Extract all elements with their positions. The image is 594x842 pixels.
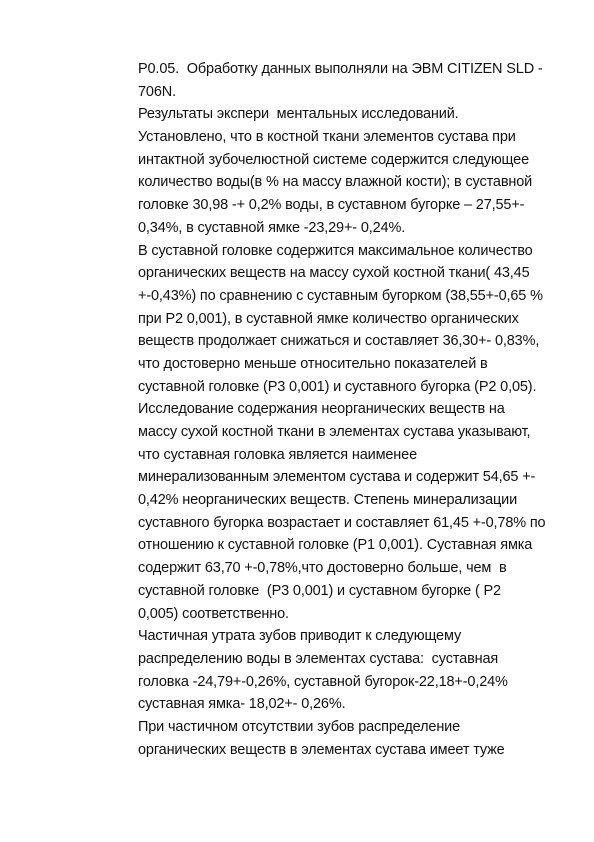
text-line: суставная ямка- 18,02+- 0,26%. (138, 696, 346, 713)
text-line: при Р2 0,001), в суставной ямке количество органических (138, 310, 519, 327)
text-line: В суставной головке содержится максимальное количество (138, 242, 533, 259)
text-line: органических веществ в элементах сустава имеет туже (138, 741, 505, 758)
text-line: Частичная утрата зубов приводит к следующему (138, 628, 462, 645)
text-line: головке 30,98 -+ 0,2% воды, в суставном бугорке – 27,55+- (138, 197, 525, 214)
text-line: распределению воды в элементах сустава: суставная (138, 650, 499, 667)
text-line: Результаты экспери ментальных исследований. (138, 106, 459, 123)
text-line: минерализованным элементом сустава и содержит 54,65 +- (138, 469, 536, 486)
body-text (138, 58, 568, 761)
text-line: содержит 63,70 +-0,78%,что достоверно больше, чем в (138, 560, 507, 577)
text-line: Исследование содержания неорганических веществ на (138, 401, 505, 418)
text-line: органических веществ на массу сухой костной ткани( 43,45 (138, 265, 530, 282)
text-line: суставной головке (Р3 0,001) и суставном бугорке ( Р2 (138, 582, 501, 599)
text-line: 0,005) соответственно. (138, 605, 289, 622)
text-line: 0,42% неорганических веществ. Степень минерализации (138, 492, 518, 509)
text-line: +-0,43%) по сравнению с суставным бугорком (38,55+-0,65 % (138, 287, 543, 304)
text-line: головка -24,79+-0,26%, суставной бугорок-22,18+-0,24% (138, 673, 508, 690)
text-line: Р0.05. Обработку данных выполняли на ЭВМ CITIZEN SLD - (138, 61, 543, 77)
text-line: При частичном отсутствии зубов распределение (138, 718, 461, 735)
text-line: что достоверно меньше относительно показателей в (138, 355, 488, 372)
text-line: суставной головке (Р3 0,001) и суставного бугорка (Р2 0,05). (138, 378, 537, 395)
text-line: отношению к суставной головке (Р1 0,001). Суставная ямка (138, 537, 533, 554)
text-line: интактной зубочелюстной системе содержится следующее (138, 151, 530, 168)
text-line: веществ продолжает снижаться и составляет 36,30+- 0,83%, (138, 333, 540, 350)
text-line: массу сухой костной ткани в элементах сустава указывают, (138, 424, 531, 440)
text-line: количество воды(в % на массу влажной кости); в суставной (138, 174, 533, 191)
text-line: суставного бугорка возрастает и составляет 61,45 +-0,78% по (138, 514, 546, 531)
text-line: Установлено, что в костной ткани элементов сустава при (138, 129, 516, 146)
text-line: 706N. (138, 83, 176, 100)
text-line: что суставная головка является наименее (138, 446, 417, 463)
text-line: 0,34%, в суставной ямке -23,29+- 0,24%. (138, 219, 406, 236)
